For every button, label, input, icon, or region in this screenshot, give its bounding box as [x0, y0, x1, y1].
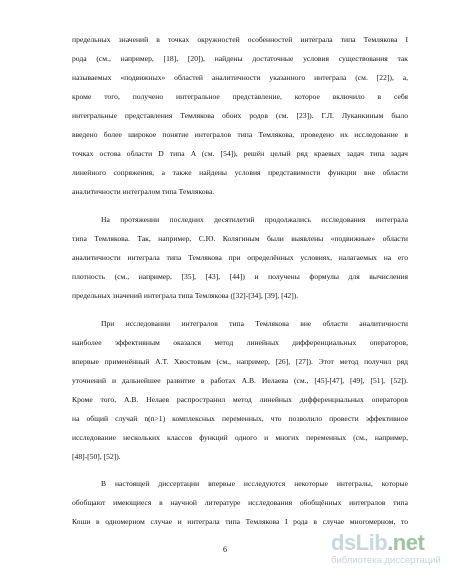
text-line: интегральные представления Темлякова обоих родов (см. [23]). Г.Л. Луканкиным было	[72, 111, 408, 120]
text-line: впервые применённый А.Т. Хвостовым (см., например, [26], [27]). Этот метод получил ряд	[72, 357, 408, 366]
text-line: Кроме того, А.В. Нелаев распространил метод линейных дифференциальных операторов	[72, 395, 408, 404]
text-line: предельных значений в точках окружностей особенностей интеграла типа Темлякова I	[72, 35, 408, 44]
text-line: называемых «подвижных» областей аналитичности указанного интеграла (см. [22]), а,	[72, 73, 408, 82]
text-line: уточнений и дальнейшее развитие в работах А.В. Иелаева (см., [45]-[47], [49], [51], [52]).	[72, 376, 408, 385]
text-line: линейного сопряжения, а также найдены условия представимости функции вне области	[72, 168, 408, 177]
text-line: введено более широкое понятие интегралов типа Темлякова, проведено их исследование в	[72, 130, 408, 139]
text-line: При исследовании интегралов типа Темлякова вне области аналитичности	[101, 319, 408, 328]
text-line: обобщают имеющиеся в научной литературе исследования обобщённых интегралов типа	[72, 498, 408, 507]
text-line: рода (см., например, [18], [20]), найдены достаточные условия существования так	[72, 54, 408, 63]
watermark	[331, 530, 446, 578]
text-line: на общий случай n(n>1) комплексных переменных, что позволило провести эффективное	[72, 414, 408, 423]
text-line: исследование нескольких классов функций одного и многих переменных (см., например,	[72, 433, 408, 442]
watermark-subtitle: библиотека диссертаций	[331, 555, 441, 566]
text-line: Коши в одномерном случае и интеграла типа Темлякова I рода в случае многомерном, то	[72, 517, 408, 526]
text-line: аналитичности интегралом типа Темлякова.	[72, 187, 215, 196]
text-line: кроме того, получено интегральное представление, которое включило в себя	[72, 92, 408, 101]
watermark-logo: dsLib.net	[331, 530, 425, 555]
text-line: типа Темлякова. Так, например, С.Ю. Колягиным были выявлены «подвижные» области	[72, 234, 408, 243]
page-number: 6	[223, 545, 227, 554]
text-line: плотность (см., например, [35], [43], [44]) и получены формулы для вычисления	[72, 272, 408, 281]
text-line: аналитичности интеграла типа Темлякова при определённых условиях, налагаемых на его	[72, 253, 408, 262]
text-line: В настоящей диссертации впервые исследуются некоторые интегралы, которые	[101, 479, 408, 488]
text-line: [48]-[50], [52]).	[72, 452, 121, 461]
text-line: наиболее эффективным оказался метод линейных дифференциальных операторов,	[72, 338, 408, 347]
text-line: На протяжении последних десятилетий продолжались исследования интеграла	[101, 215, 408, 224]
text-line: предельных значений интеграла типа Темлякова ([32]-[34], [39], [42]).	[72, 291, 299, 300]
text-line: точках остова области D типа A (см. [54]), решён целый ряд краевых задач типа задач	[72, 149, 408, 158]
